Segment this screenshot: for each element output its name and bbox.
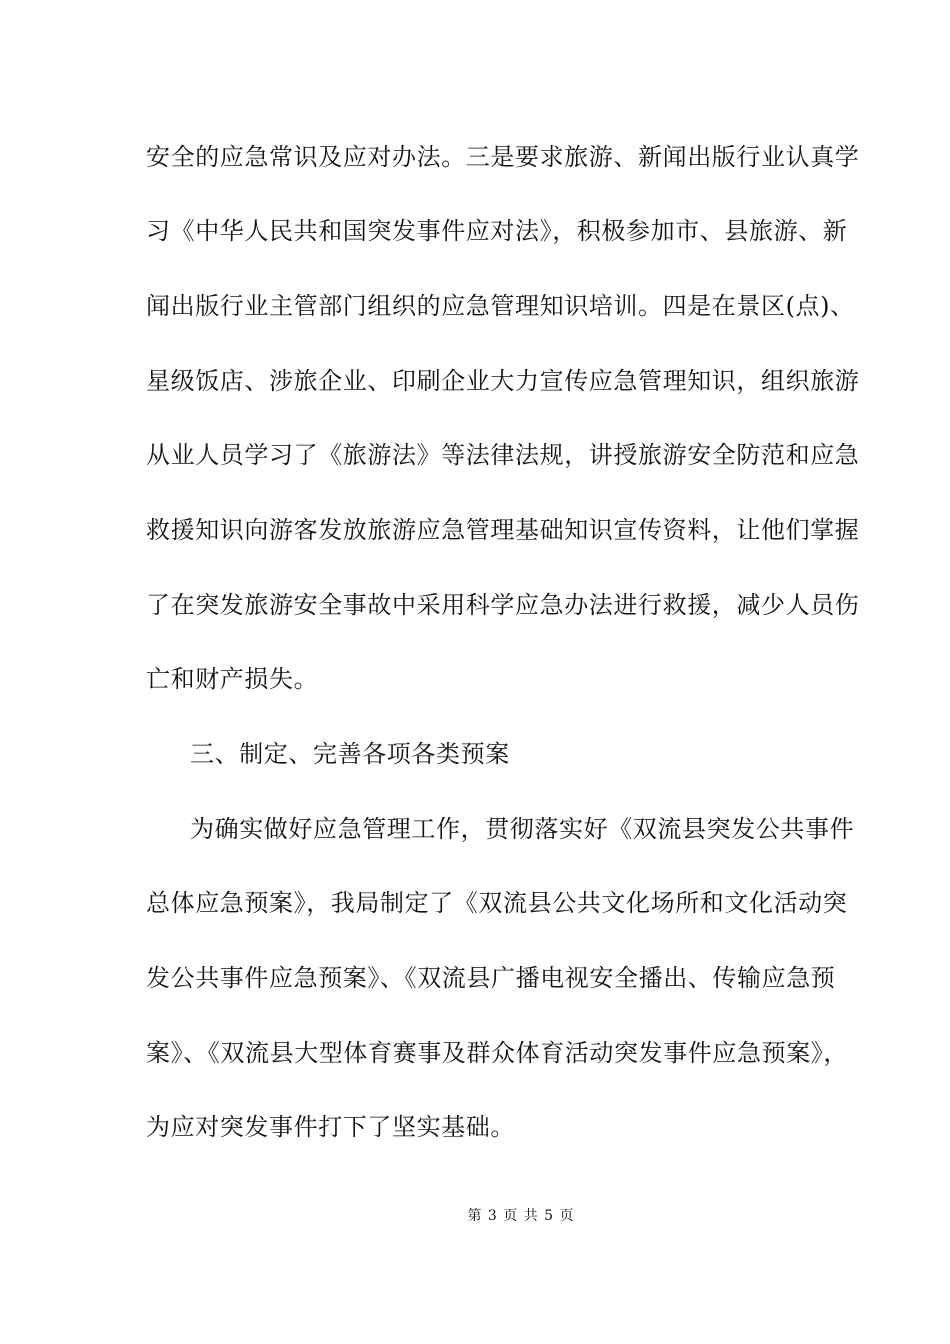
text-line: 总体应急预案》，我局制定了《双流县公共文化场所和文化活动突 bbox=[146, 889, 848, 917]
page-number: 第 3 页 共 5 页 bbox=[467, 1208, 575, 1224]
section-heading: 三、制定、完善各项各类预案 bbox=[190, 740, 510, 768]
text-line: 星级饭店、涉旅企业、印刷企业大力宣传应急管理知识，组织旅游 bbox=[146, 367, 860, 395]
text-line: 安全的应急常识及应对办法。三是要求旅游、新闻出版行业认真学 bbox=[146, 143, 860, 171]
text-line: 习《中华人民共和国突发事件应对法》，积极参加市、县旅游、新 bbox=[146, 217, 848, 245]
text-line: 闻出版行业主管部门组织的应急管理知识培训。四是在景区(点)、 bbox=[146, 292, 855, 320]
text-line: 从业人员学习了《旅游法》等法律法规，讲授旅游安全防范和应急 bbox=[146, 441, 860, 469]
text-line: 为应对突发事件打下了坚实基础。 bbox=[146, 1113, 515, 1141]
text-line: 为确实做好应急管理工作，贯彻落实好《双流县突发公共事件 bbox=[190, 815, 855, 843]
text-line: 救援知识向游客发放旅游应急管理基础知识宣传资料，让他们掌握 bbox=[146, 516, 860, 544]
text-line: 了在突发旅游安全事故中采用科学应急办法进行救援，减少人员伤 bbox=[146, 591, 860, 619]
text-line: 案》、《双流县大型体育赛事及群众体育活动突发事件应急预案》， bbox=[146, 1039, 848, 1067]
text-line: 亡和财产损失。 bbox=[146, 665, 319, 693]
text-line: 发公共事件应急预案》、《双流县广播电视安全播出、传输应急预 bbox=[146, 964, 836, 992]
